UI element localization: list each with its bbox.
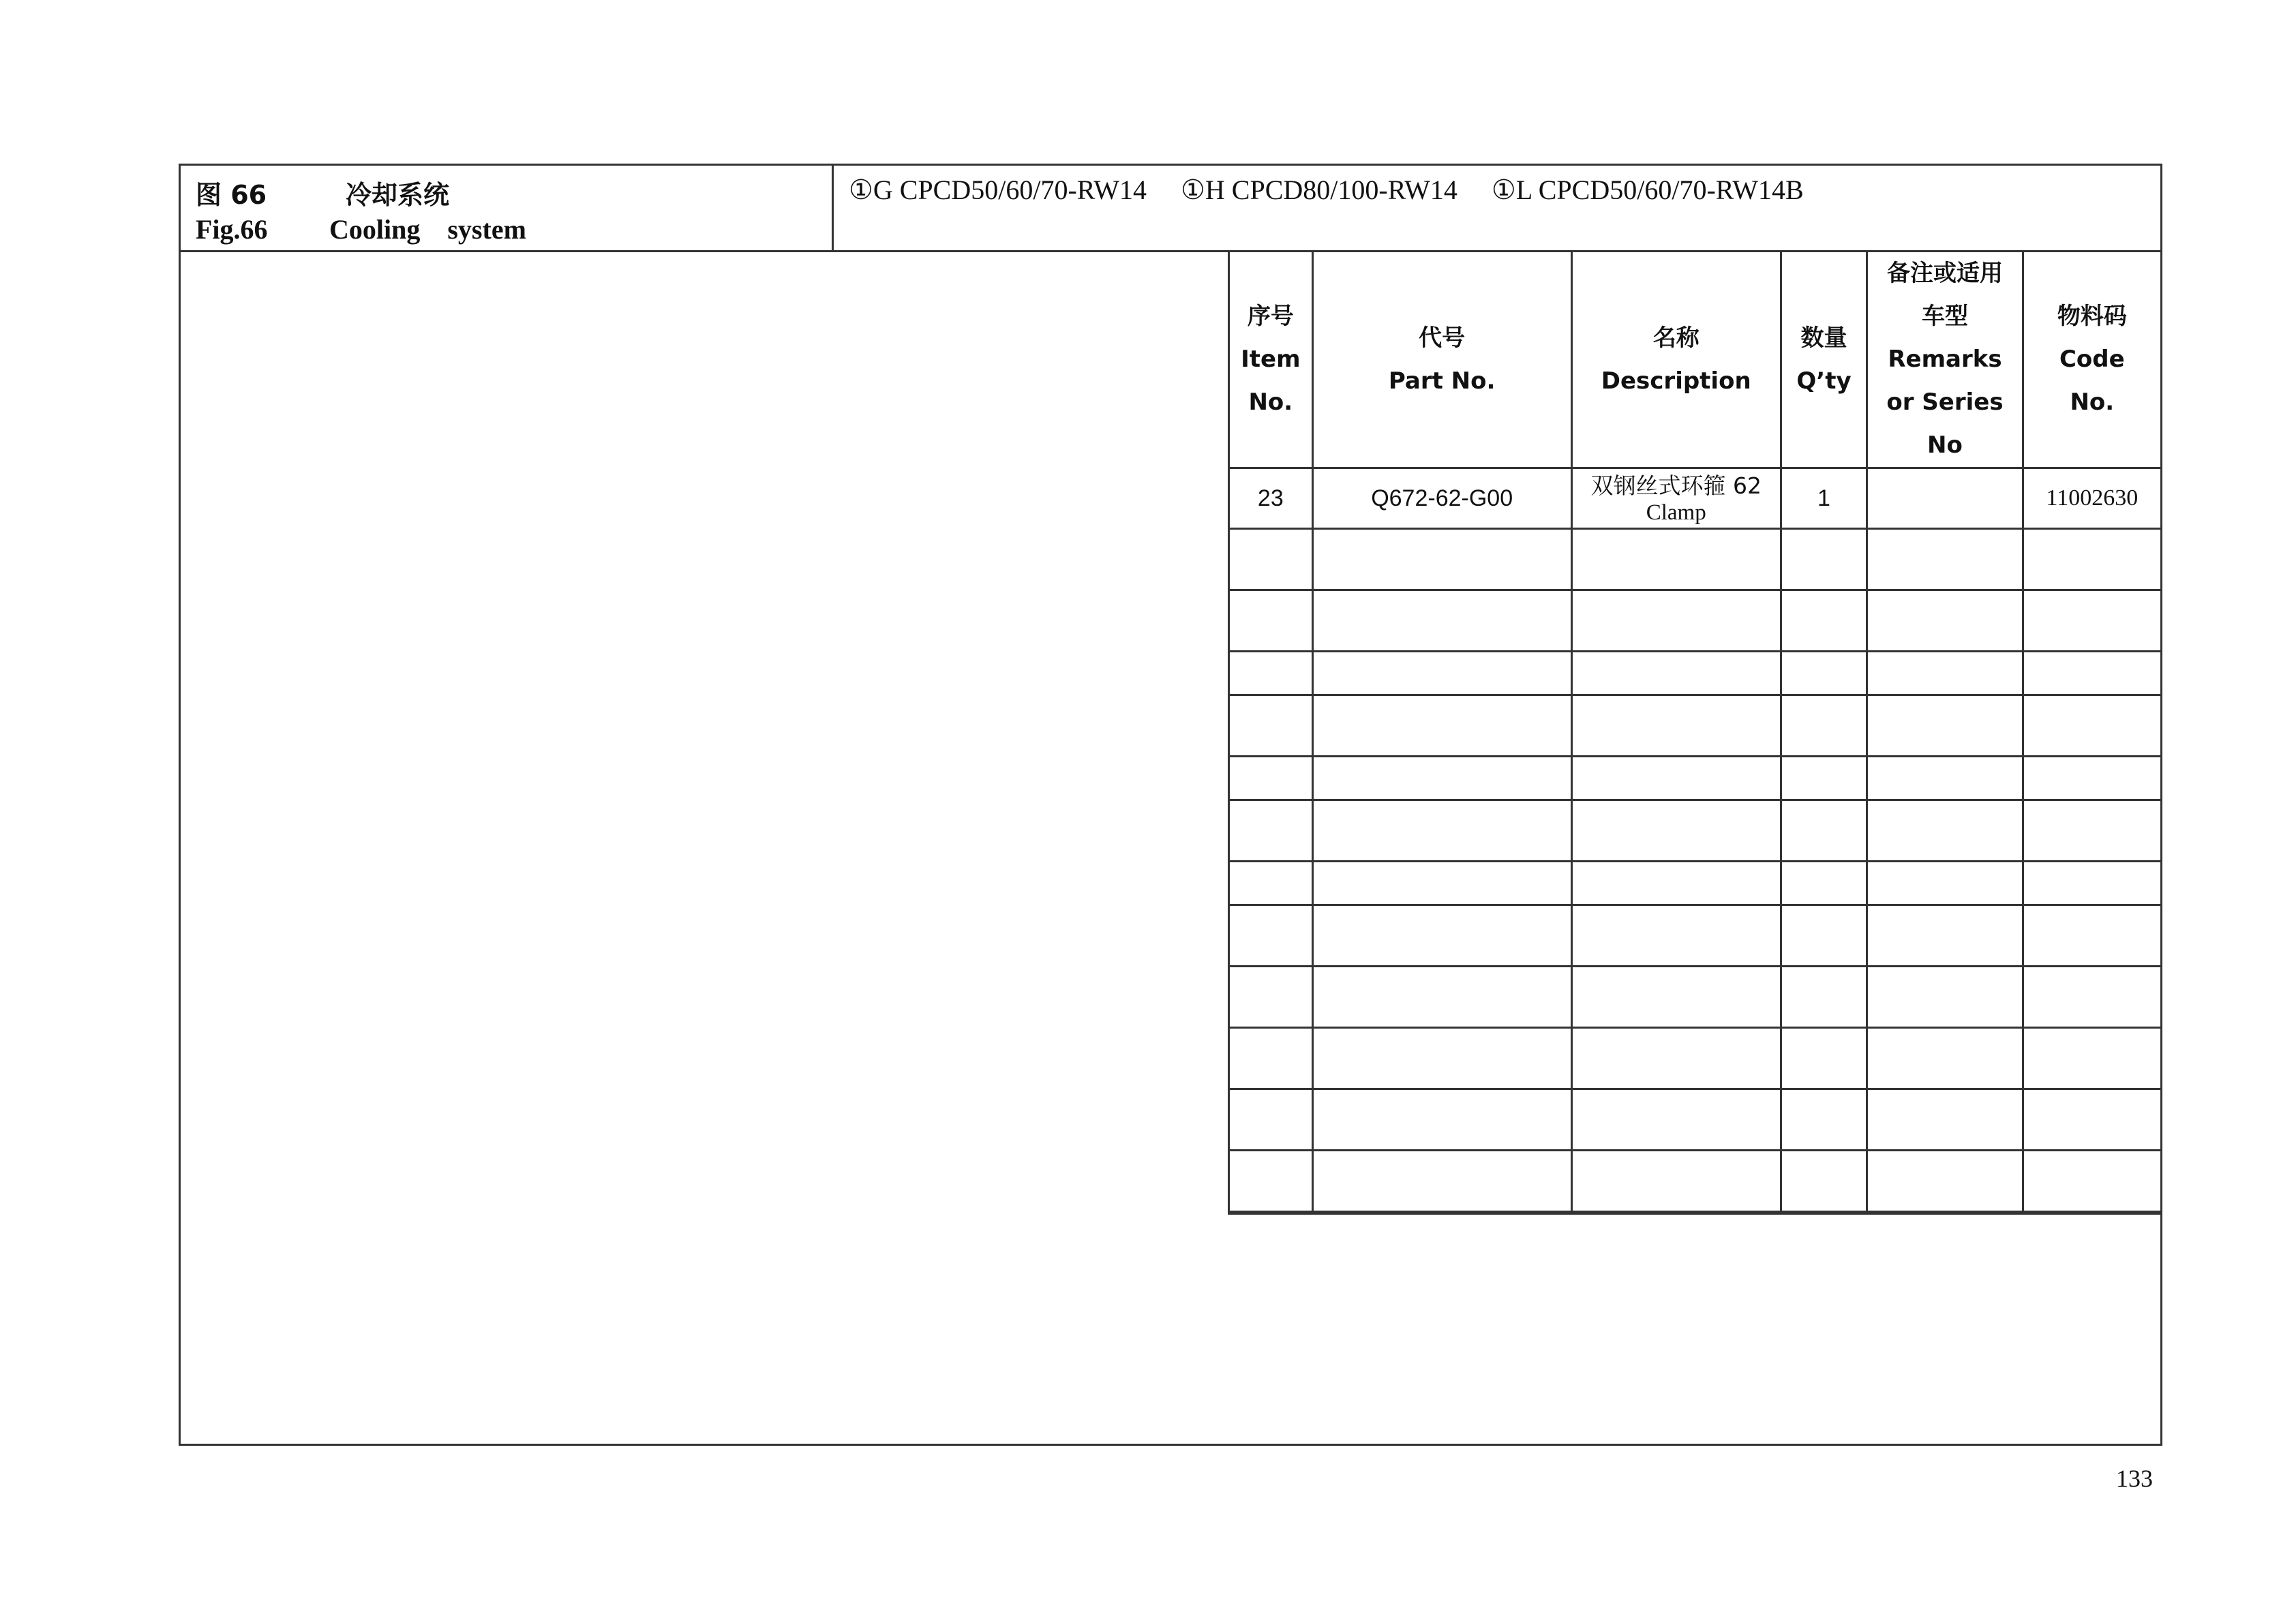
header-item-cn: 序号: [1247, 303, 1294, 330]
cell-qty: 1: [1781, 468, 1867, 529]
cell-desc-en: Clamp: [1646, 500, 1706, 525]
figure-number-en: Fig.66: [196, 214, 268, 245]
header-item-en1: Item: [1241, 346, 1301, 373]
header-code-no: [2023, 252, 2161, 468]
drawing-area: [181, 252, 1228, 1444]
model-l: ①L CPCD50/60/70-RW14B: [1491, 175, 1804, 205]
header-item-en2: No.: [1248, 389, 1293, 416]
table-row-empty: [1229, 1212, 2162, 1214]
cell-desc-cn: 双钢丝式环箍 62: [1590, 472, 1762, 499]
header-part-cn: 代号: [1419, 324, 1466, 352]
header-item-no: [1229, 252, 1313, 468]
header-remarks-en2: or Series: [1886, 389, 2004, 416]
table-row-empty: [1229, 905, 2162, 967]
cell-code: 11002630: [2023, 468, 2161, 529]
header-remarks-en3: No: [1927, 431, 1963, 459]
table-row-empty: [1229, 1028, 2162, 1089]
header-code-en1: Code: [2059, 346, 2125, 373]
model-list: [849, 174, 1831, 206]
cell-remarks: [1867, 468, 2023, 529]
header-code-en2: No.: [2070, 389, 2115, 416]
table-row-empty: [1229, 800, 2162, 862]
cell-description: [1571, 468, 1781, 529]
figure-title-cn: 冷却系统: [346, 180, 450, 210]
header-remarks: [1867, 252, 2023, 468]
header-qty-en: Q’ty: [1796, 367, 1852, 395]
header-desc-en: Description: [1601, 367, 1751, 395]
parts-table: [1228, 250, 2162, 1215]
header-remarks-cn1: 备注或适用: [1886, 260, 2003, 287]
figure-number-cn: 图 66: [196, 180, 267, 210]
page-number: 133: [2116, 1465, 2153, 1492]
model-g: ①G CPCD50/60/70-RW14: [849, 175, 1147, 205]
header-part-en: Part No.: [1388, 367, 1496, 395]
table-row-empty: [1229, 695, 2162, 757]
header-remarks-en1: Remarks: [1888, 346, 2002, 373]
parts-page-frame: [179, 164, 2162, 1446]
header-code-cn: 物料码: [2057, 303, 2127, 330]
table-row-empty: [1229, 757, 2162, 800]
header-remarks-cn2: 车型: [1921, 303, 1968, 330]
header-qty-cn: 数量: [1800, 324, 1847, 352]
figure-title-block: [181, 166, 834, 252]
model-list-block: [834, 166, 2160, 252]
table-row-empty: [1229, 1089, 2162, 1151]
table-row-empty: [1229, 967, 2162, 1028]
header-description: [1571, 252, 1781, 468]
table-row-empty: [1229, 862, 2162, 905]
cell-item: 23: [1229, 468, 1313, 529]
table-row-empty: [1229, 529, 2162, 590]
table-row-empty: [1229, 1151, 2162, 1212]
table-row-empty: [1229, 652, 2162, 695]
cell-part-no: Q672-62-G00: [1312, 468, 1571, 529]
header-desc-cn: 名称: [1652, 324, 1700, 352]
table-row: [1229, 468, 2162, 529]
table-header-row: [1229, 252, 2162, 468]
header-quantity: [1781, 252, 1867, 468]
table-row-empty: [1229, 590, 2162, 652]
figure-title-en: Cooling system: [329, 214, 526, 245]
header-part-no: [1312, 252, 1571, 468]
model-h: ①H CPCD80/100-RW14: [1181, 175, 1457, 205]
